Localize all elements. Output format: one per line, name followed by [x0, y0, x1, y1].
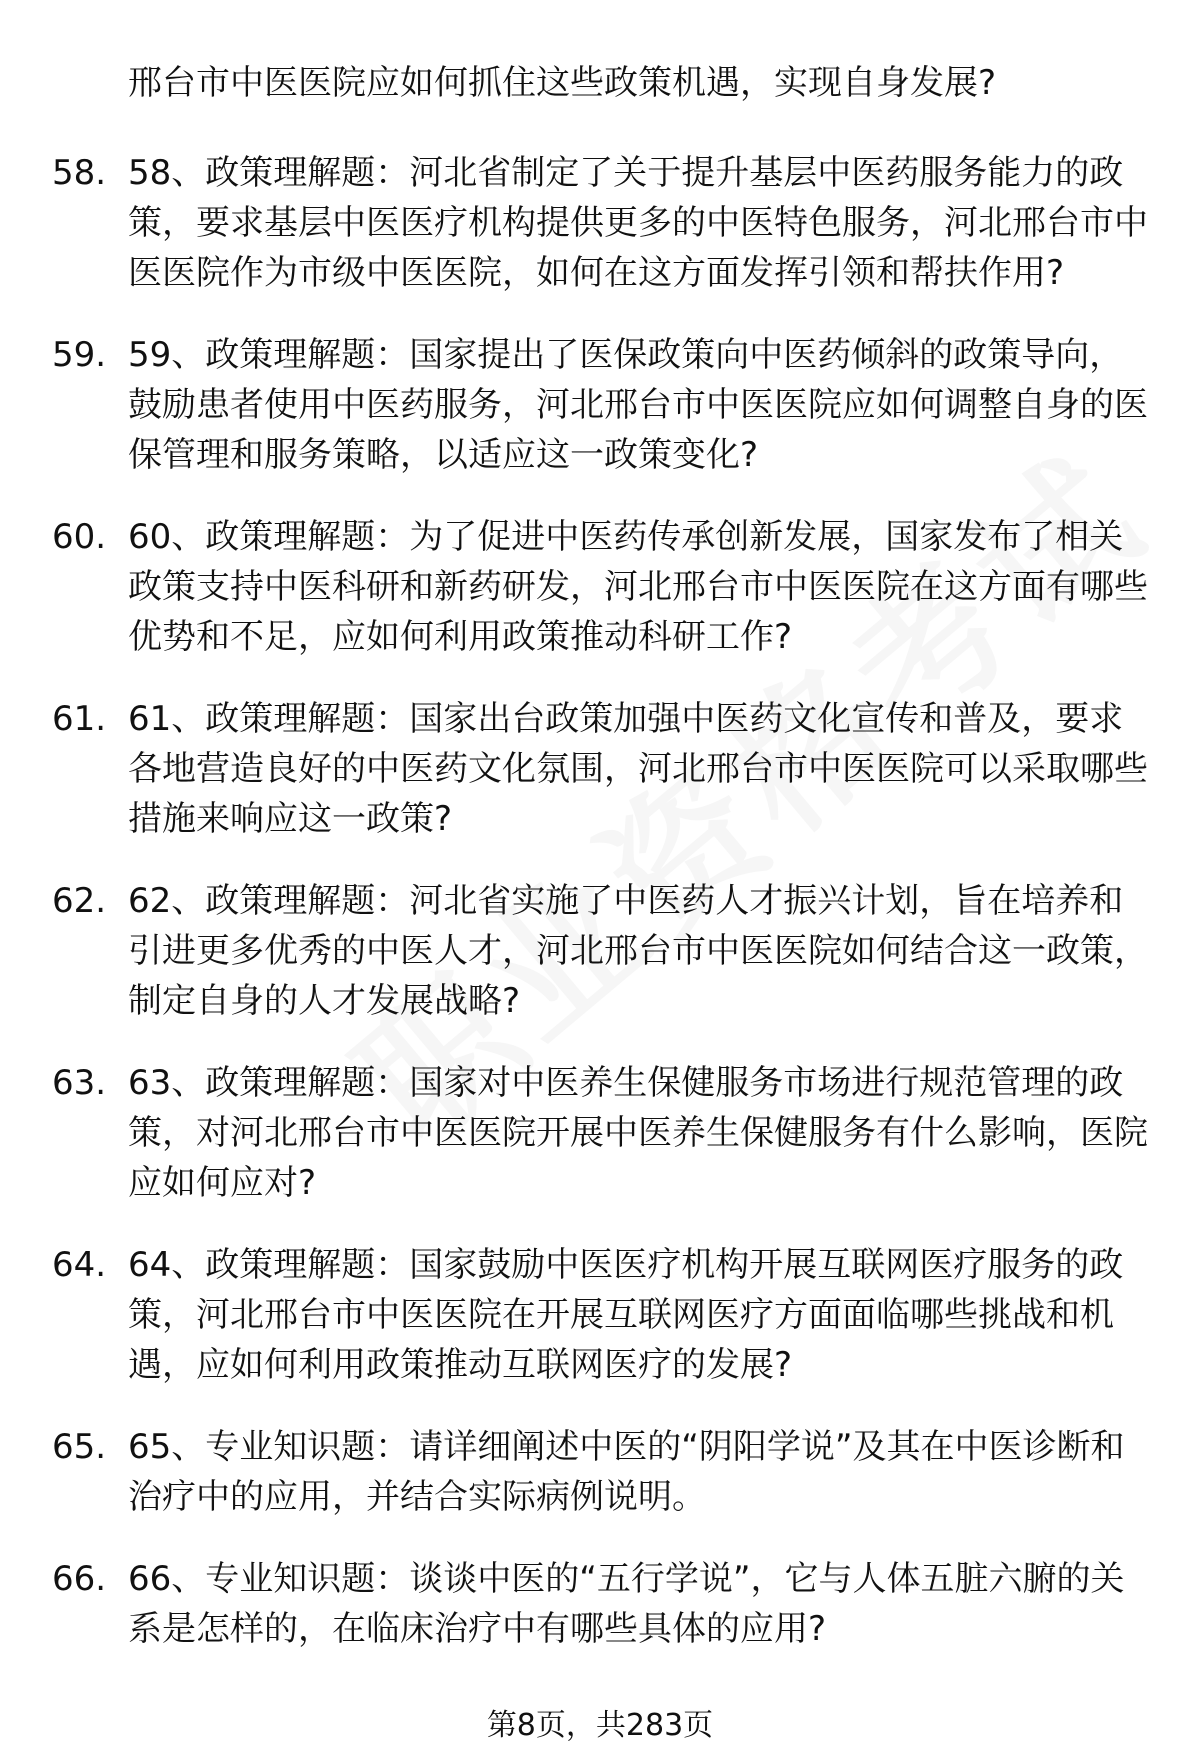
question-item [0, 1554, 1200, 1654]
page-footer: 第8页，共283页 [486, 1708, 714, 1743]
question-item [0, 876, 1200, 1026]
question-number: 65. [52, 1427, 107, 1467]
question-number: 62. [52, 881, 107, 921]
question-number: 66. [52, 1559, 107, 1599]
question-item [0, 512, 1200, 662]
question-text: 61、政策理解题：国家出台政策加强中医药文化宣传和普及，要求各地营造良好的中医药文化氛围，河北邢台市中医医院可以采取哪些措施来响应这一政策? [128, 699, 1148, 839]
question-item [0, 1240, 1200, 1390]
question-number: 58. [52, 153, 107, 193]
question-number: 63. [52, 1063, 107, 1103]
question-text: 63、政策理解题：国家对中医养生保健服务市场进行规范管理的政策，对河北邢台市中医医院开展中医养生保健服务有什么影响，医院应如何应对? [128, 1063, 1148, 1203]
question-number: 64. [52, 1245, 107, 1285]
question-number: 59. [52, 335, 107, 375]
question-text: 59、政策理解题：国家提出了医保政策向中医药倾斜的政策导向，鼓励患者使用中医药服务，河北邢台市中医医院应如何调整自身的医保管理和服务策略，以适应这一政策变化? [128, 335, 1148, 475]
question-text: 65、专业知识题：请详细阐述中医的“阴阳学说”及其在中医诊断和治疗中的应用，并结合实际病例说明。 [128, 1427, 1125, 1517]
question-text: 62、政策理解题：河北省实施了中医药人才振兴计划，旨在培养和引进更多优秀的中医人才，河北邢台市中医医院如何结合这一政策，制定自身的人才发展战略? [128, 881, 1148, 1021]
question-text: 58、政策理解题：河北省制定了关于提升基层中医药服务能力的政策，要求基层中医医疗机构提供更多的中医特色服务，河北邢台市中医医院作为市级中医医院，如何在这方面发挥引领和帮扶作用? [128, 153, 1148, 293]
question-text: 60、政策理解题：为了促进中医药传承创新发展，国家发布了相关政策支持中医科研和新药研发，河北邢台市中医医院在这方面有哪些优势和不足，应如何利用政策推动科研工作? [128, 517, 1148, 657]
question-item [0, 1058, 1200, 1208]
question-item [0, 1422, 1200, 1522]
question-number: 61. [52, 699, 107, 739]
question-text: 66、专业知识题：谈谈中医的“五行学说”，它与人体五脏六腑的关系是怎样的，在临床治疗中有哪些具体的应用? [128, 1559, 1125, 1649]
question-item [0, 148, 1200, 298]
question-item [0, 694, 1200, 844]
continuation-text: 邢台市中医医院应如何抓住这些政策机遇，实现自身发展? [128, 63, 997, 103]
question-text: 64、政策理解题：国家鼓励中医医疗机构开展互联网医疗服务的政策，河北邢台市中医医院在开展互联网医疗方面面临哪些挑战和机遇，应如何利用政策推动互联网医疗的发展? [128, 1245, 1124, 1385]
question-number: 60. [52, 517, 107, 557]
question-item [0, 330, 1200, 480]
question-list [0, 148, 1200, 1686]
